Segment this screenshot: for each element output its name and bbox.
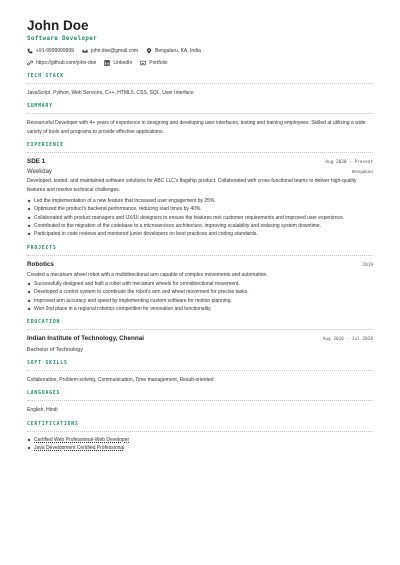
section-title: CERTIFICATIONS (27, 422, 373, 432)
section-title: EXPERIENCE (27, 143, 373, 153)
email-icon (82, 48, 88, 54)
experience-header (27, 158, 373, 167)
section-title: PROJECTS (27, 246, 373, 256)
languages-section (27, 391, 373, 414)
portfolio-text: Portfolio (149, 60, 168, 66)
phone-text: +91-9999999999 (36, 48, 74, 54)
tech-stack-section (27, 74, 373, 97)
linkedin-text: LinkedIn (113, 60, 133, 66)
list-item: Optimized the product's backend performance, reducing load times by 40%. (27, 205, 373, 213)
list-item: Improved arm accuracy and speed by implementing custom software for motion planning. (27, 297, 373, 305)
contact-row-primary (27, 47, 373, 55)
experience-description: Developed, tested, and maintained software solutions for ABC LLC's flagship product. Collaborated with cross-functional teams to deliver high-quality features and resolve technical challenges. (27, 178, 357, 193)
section-title: LANGUAGES (27, 391, 373, 401)
section-title: SUMMARY (27, 104, 373, 114)
experience-role: SDE 1 (27, 157, 46, 165)
candidate-name: John Doe (27, 18, 89, 33)
list-item: Successfully designed and built a robot with mecanum wheels for omnidirectional movement. (27, 280, 373, 288)
project-bullets (27, 280, 373, 313)
summary-text: Resourceful Developer with 4+ years of experience in designing and developing user interfaces, testing and training employees. Skilled at utilizing a wide variety of tools and programs to provide effective applications. (27, 120, 366, 135)
list-item: Won 2nd place in a regional robotics competition for innovation and functionality. (27, 305, 373, 313)
section-title: EDUCATION (27, 320, 373, 330)
github-link[interactable] (27, 60, 96, 66)
email-text: john.doe@gmail.com (90, 48, 139, 54)
soft-skills-text: Collaboration, Problem-solving, Communication, Time management, Result-oriented (27, 376, 214, 383)
experience-bullets (27, 197, 373, 238)
education-school: Indian Institute of Technology, Chennai (27, 335, 144, 343)
location-pin-icon (146, 48, 152, 54)
experience-location: Bengaluru (352, 169, 373, 175)
location-contact (146, 48, 201, 54)
education-section (27, 320, 373, 354)
summary-section (27, 104, 373, 136)
experience-section (27, 143, 373, 239)
education-date: Aug 2016 - Jul 2020 (322, 337, 373, 343)
soft-skills-section (27, 361, 373, 384)
portfolio-link[interactable] (140, 60, 167, 66)
location-text: Bengaluru, KA, India (155, 48, 201, 54)
list-item: Contributed to the migration of the codebase to a microservices architecture, improving scalability and reducing system downtime. (27, 222, 373, 230)
project-header (27, 261, 373, 270)
github-text: https://github.com/john-doe (36, 60, 97, 66)
languages-text: English, Hindi (27, 407, 58, 414)
list-item: Participated in code reviews and mentored junior developers on best practices and coding standards. (27, 230, 373, 238)
job-title: Software Developer (27, 36, 98, 42)
tech-stack-text: JavaScript, Python, Web Services, C++, HTML5, CSS, SQL, User Interface (27, 90, 194, 96)
experience-company: Weekday (27, 169, 52, 176)
contact-row-links (27, 59, 373, 67)
project-description: Created a mecanum wheel robot with a multidirectional arm capable of complex movements and automation. (27, 271, 268, 278)
linkedin-icon (104, 60, 110, 66)
section-title: SOFT SKILLS (27, 361, 373, 371)
portfolio-icon (140, 60, 146, 66)
certification-link[interactable]: Java Development Certified Professional (34, 444, 125, 451)
list-item: Developed a control system to coordinate the robot's arm and wheel movement for precise tasks. (27, 288, 373, 296)
experience-date: Aug 2020 - Present (325, 159, 373, 165)
experience-subheader (27, 168, 373, 176)
certifications-section (27, 422, 373, 453)
phone-icon (27, 48, 33, 54)
email-contact[interactable] (82, 48, 138, 54)
list-item: Collaborated with product managers and UX/UI designers to ensure the features met customer requirements and improved user experience. (27, 214, 373, 222)
project-date: 2019 (362, 262, 373, 268)
link-icon (27, 60, 33, 66)
education-degree: Bachelor of Technology (27, 346, 83, 353)
projects-section (27, 246, 373, 314)
linkedin-link[interactable] (104, 60, 132, 66)
certification-link[interactable]: Certified Web Professional-Web Developer (34, 436, 130, 443)
list-item[interactable] (27, 436, 373, 444)
list-item: Led the implementation of a new feature that increased user engagement by 25%. (27, 197, 373, 205)
phone-contact[interactable] (27, 48, 74, 54)
section-title: TECH STACK (27, 74, 373, 84)
certifications-list (27, 436, 373, 453)
project-name: Robotics (27, 260, 54, 268)
education-header (27, 335, 373, 344)
list-item[interactable] (27, 444, 373, 452)
